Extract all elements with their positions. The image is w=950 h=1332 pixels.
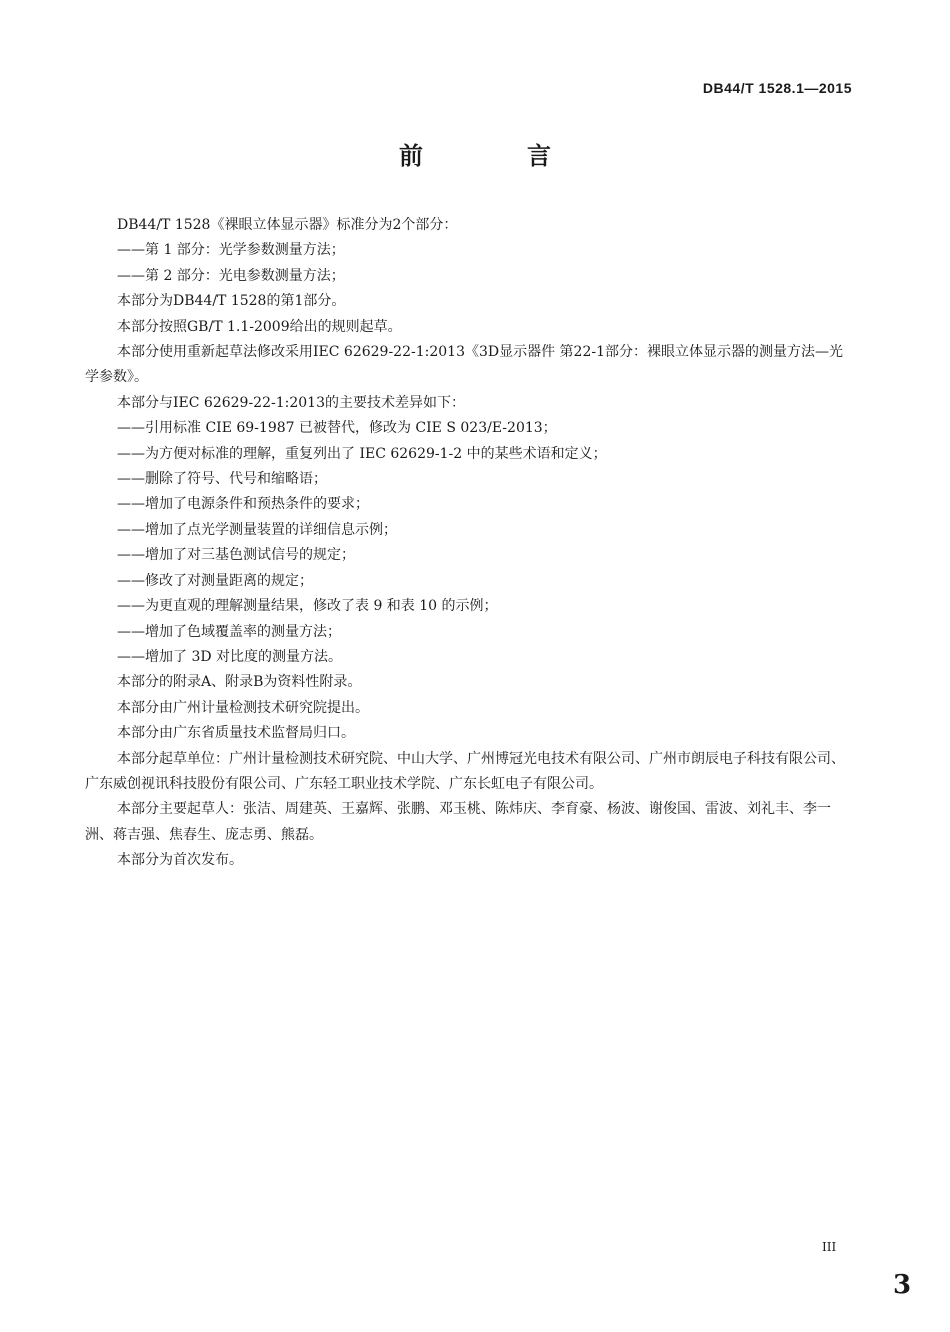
paragraph: 本部分起草单位：广州计量检测技术研究院、中山大学、广州博冠光电技术有限公司、广州市朗辰电子科技有限公司、广东威创视讯科技股份有限公司、广东轻工职业技术学院、广东长虹电子有限公司。: [85, 750, 845, 792]
list-item: ——为更直观的理解测量结果，修改了表 9 和表 10 的示例；: [117, 598, 498, 615]
foreword-body: [85, 213, 855, 874]
sheet-number: 3: [893, 1270, 912, 1300]
list-item: ——增加了电源条件和预热条件的要求；: [117, 496, 369, 513]
paragraph: DB44/T 1528《裸眼立体显示器》标准分为2个部分：: [117, 217, 458, 233]
paragraph: 本部分由广州计量检测技术研究院提出。: [117, 699, 369, 716]
paragraph: 本部分为首次发布。: [117, 852, 243, 869]
paragraph: 本部分由广东省质量技术监督局归口。: [117, 725, 355, 742]
list-item: ——第 1 部分：光学参数测量方法；: [117, 242, 345, 259]
paragraph: 本部分的附录A、附录B为资料性附录。: [117, 674, 362, 691]
list-item: ——增加了点光学测量装置的详细信息示例；: [117, 521, 397, 538]
paragraph: 本部分按照GB/T 1.1-2009给出的规则起草。: [117, 318, 402, 335]
paragraph: 本部分与IEC 62629-22-1:2013的主要技术差异如下：: [117, 394, 465, 411]
roman-page-number: III: [822, 1240, 837, 1254]
page-title: 前 言: [399, 142, 591, 170]
list-item: ——删除了符号、代号和缩略语；: [117, 471, 327, 488]
standard-code: DB44/T 1528.1—2015: [702, 80, 852, 96]
paragraph: 本部分为DB44/T 1528的第1部分。: [117, 293, 346, 310]
list-item: ——引用标准 CIE 69-1987 已被替代，修改为 CIE S 023/E-2013；: [117, 420, 557, 437]
list-item: ——增加了 3D 对比度的测量方法。: [117, 648, 343, 665]
list-item: ——为方便对标准的理解，重复列出了 IEC 62629-1-2 中的某些术语和定义；: [117, 445, 607, 462]
list-item: ——增加了对三基色测试信号的规定；: [117, 547, 355, 564]
paragraph: 本部分使用重新起草法修改采用IEC 62629-22-1:2013《3D显示器件 第22-1部分：裸眼立体显示器的测量方法—光学参数》。: [85, 344, 844, 386]
list-item: ——增加了色域覆盖率的测量方法；: [117, 623, 341, 640]
list-item: ——第 2 部分：光电参数测量方法；: [117, 267, 345, 284]
list-item: ——修改了对测量距离的规定；: [117, 572, 313, 589]
paragraph: 本部分主要起草人：张洁、周建英、王嘉辉、张鹏、邓玉桃、陈炜庆、李育豪、杨波、谢俊国、雷波、刘礼丰、李一洲、蒋吉强、焦春生、庞志勇、熊磊。: [85, 801, 831, 843]
